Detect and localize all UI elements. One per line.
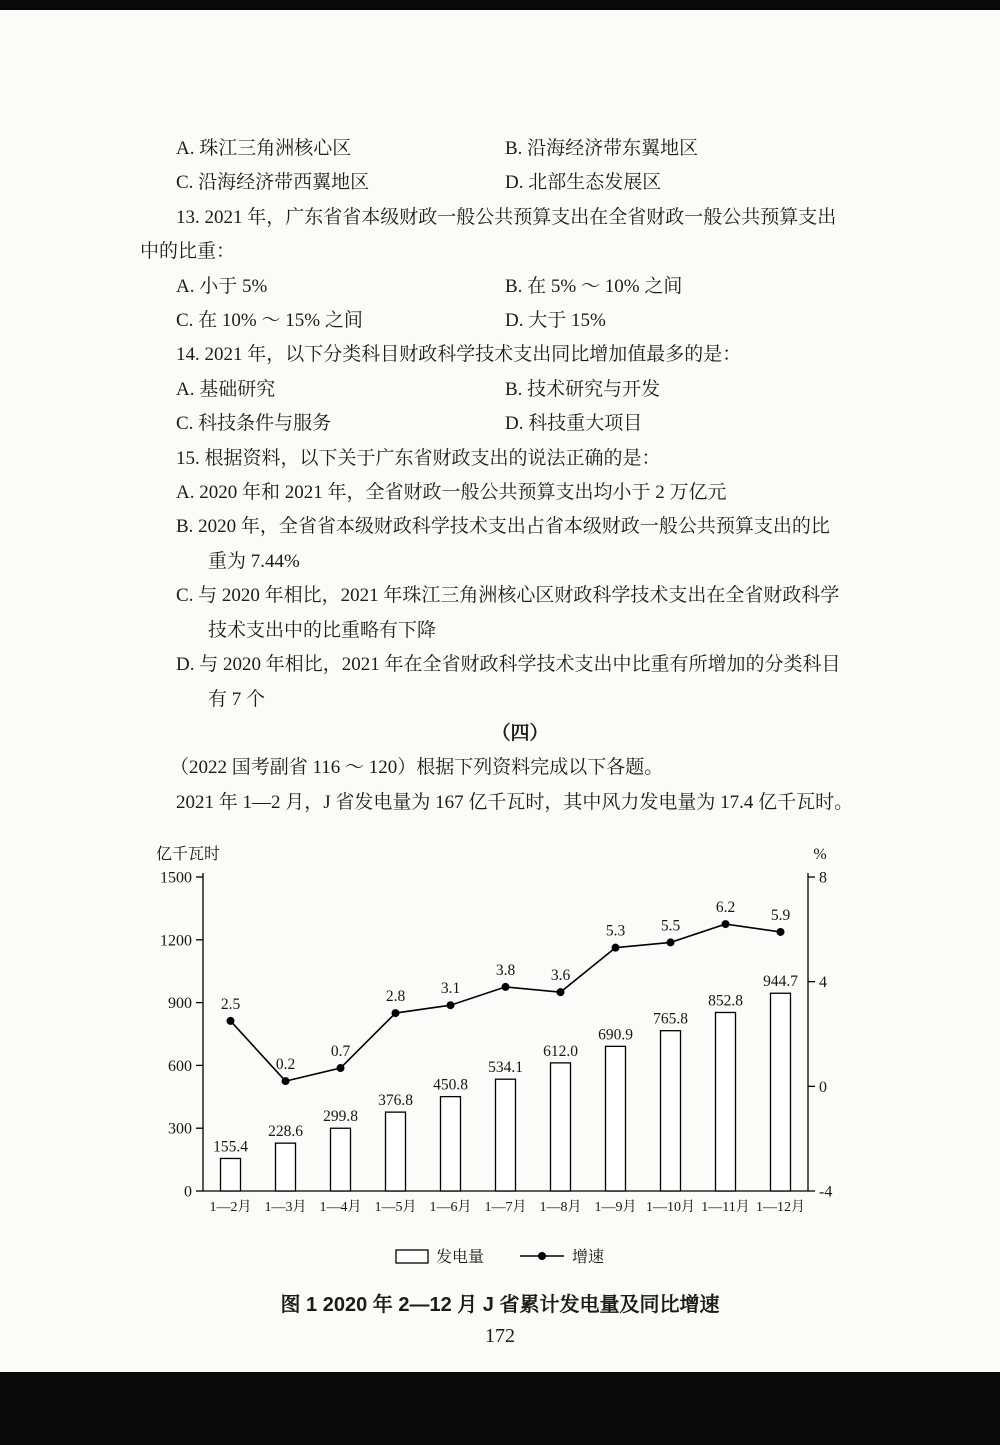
bar-value-label: 155.4: [213, 1138, 248, 1156]
figure-1-chart-area: [148, 845, 848, 1280]
x-axis-label: 1—7月: [484, 1200, 527, 1215]
growth-line-point: [337, 1064, 345, 1072]
bar: [606, 1046, 626, 1191]
bar-value-label: 944.7: [763, 973, 798, 991]
growth-line-point: [227, 1017, 235, 1025]
bar: [716, 1012, 736, 1191]
q13-option-a: A. 小于 5%: [176, 275, 268, 297]
legend-line-label: 增速: [572, 1249, 605, 1266]
x-axis-label: 1—10月: [646, 1200, 695, 1215]
x-axis-label: 1—3月: [264, 1200, 307, 1215]
q13-option-c: C. 在 10% ～ 15% 之间: [176, 310, 363, 332]
q15-option-a: A. 2020 年和 2021 年，全省财政一般公共预算支出均小于 2 万亿元: [176, 482, 727, 504]
line-value-label: 2.8: [385, 988, 406, 1006]
q15-option-d-line1: D. 与 2020 年相比，2021 年在全省财政科学技术支出中比重有所增加的分类科目: [176, 654, 841, 676]
q15-option-c-line2: 技术支出中的比重略有下降: [208, 619, 437, 641]
scan-artifact-top-bar: [0, 0, 1000, 10]
material-source-line: （2022 国考副省 116 ～ 120）根据下列资料完成以下各题。: [170, 757, 664, 779]
growth-line: [231, 924, 781, 1081]
q12-option-c: C. 沿海经济带西翼地区: [176, 172, 370, 194]
q12-option-a: A. 珠江三角洲核心区: [176, 138, 352, 159]
line-value-label: 2.5: [220, 995, 241, 1013]
growth-line-point: [282, 1077, 290, 1085]
bar-value-label: 690.9: [598, 1026, 633, 1044]
page-number: 172: [485, 1325, 515, 1347]
bar-value-label: 612.0: [543, 1042, 578, 1060]
line-value-label: 3.1: [440, 980, 461, 998]
line-value-label: 5.5: [660, 917, 681, 935]
growth-line-point: [502, 983, 510, 991]
right-axis-tick-label: 0: [819, 1078, 827, 1096]
bar-value-label: 299.8: [323, 1108, 358, 1126]
q14-options-row-cd: [140, 407, 900, 441]
legend-line-marker: [538, 1252, 546, 1260]
left-axis-tick-label: 0: [184, 1183, 192, 1201]
q14-option-a: A. 基础研究: [176, 378, 276, 400]
q13-option-d: D. 大于 15%: [505, 310, 606, 332]
q15-stem: 15. 根据资料，以下关于广东省财政支出的说法正确的是：: [176, 447, 661, 469]
bar: [551, 1063, 571, 1191]
legend-bar-swatch: [396, 1250, 428, 1263]
bar: [771, 993, 791, 1191]
x-axis-label: 1—9月: [594, 1200, 637, 1215]
bar: [496, 1079, 516, 1191]
bar: [386, 1112, 406, 1191]
line-value-label: 0.7: [330, 1043, 351, 1061]
x-axis-label: 1—5月: [374, 1200, 417, 1215]
bar: [276, 1143, 296, 1191]
q13-options-row-ab: [140, 270, 900, 304]
q14-stem: 14. 2021 年，以下分类科目财政科学技术支出同比增加值最多的是：: [176, 344, 742, 366]
q14-option-d: D. 科技重大项目: [505, 413, 643, 435]
bar-value-label: 228.6: [268, 1123, 303, 1141]
right-axis-title: %: [813, 846, 827, 863]
scan-artifact-bottom-bar: [0, 1372, 1000, 1445]
bar: [221, 1158, 241, 1191]
growth-line-point: [612, 944, 620, 952]
q14-options-row-ab: [140, 373, 900, 407]
generation-chart: [148, 845, 848, 1275]
q12-options-row-cd: [140, 166, 900, 200]
material-intro-line: 2021 年 1—2 月，J 省发电量为 167 亿千瓦时，其中风力发电量为 17.4 亿千瓦时。: [176, 791, 854, 813]
right-axis-tick-label: -4: [819, 1183, 833, 1201]
legend-bar-label: 发电量: [436, 1249, 485, 1266]
left-axis-tick-label: 900: [168, 995, 192, 1013]
bar-value-label: 534.1: [488, 1059, 523, 1077]
growth-line-point: [777, 928, 785, 936]
x-axis-label: 1—8月: [539, 1200, 582, 1215]
q15-option-b-line2: 重为 7.44%: [208, 550, 300, 572]
q12-options-row-ab: [140, 132, 900, 166]
line-value-label: 5.3: [605, 922, 626, 940]
q12-option-b: B. 沿海经济带东翼地区: [505, 138, 699, 159]
q15-option-d-line2: 有 7 个: [208, 688, 266, 710]
left-axis-tick-label: 1500: [160, 869, 192, 887]
left-axis-tick-label: 600: [168, 1057, 192, 1075]
growth-line-point: [722, 920, 730, 928]
growth-line-point: [557, 988, 565, 996]
line-value-label: 6.2: [715, 899, 736, 917]
x-axis-label: 1—6月: [429, 1200, 472, 1215]
bar: [661, 1031, 681, 1191]
q13-option-b: B. 在 5% ～ 10% 之间: [505, 275, 683, 297]
bar-value-label: 376.8: [378, 1092, 413, 1110]
bar-value-label: 450.8: [433, 1076, 468, 1094]
left-axis-tick-label: 300: [168, 1120, 192, 1138]
right-axis-tick-label: 4: [819, 974, 827, 992]
bar-value-label: 852.8: [708, 992, 743, 1010]
x-axis-label: 1—4月: [319, 1200, 362, 1215]
growth-line-point: [447, 1001, 455, 1009]
line-value-label: 3.6: [550, 967, 571, 985]
q12-option-d: D. 北部生态发展区: [505, 172, 662, 194]
left-axis-title: 亿千瓦时: [155, 846, 221, 863]
q13-options-row-cd: [140, 304, 900, 338]
line-value-label: 3.8: [495, 961, 516, 979]
q13-stem-line2: 中的比重：: [140, 241, 236, 263]
x-axis-label: 1—12月: [756, 1200, 805, 1215]
q15-option-b-line1: B. 2020 年，全省省本级财政科学技术支出占省本级财政一般公共预算支出的比: [176, 516, 830, 538]
q14-option-b: B. 技术研究与开发: [505, 378, 661, 400]
figure-caption: 图 1 2020 年 2—12 月 J 省累计发电量及同比增速: [280, 1294, 720, 1316]
bar-value-label: 765.8: [653, 1010, 688, 1028]
q14-option-c: C. 科技条件与服务: [176, 413, 332, 435]
q15-option-c-line1: C. 与 2020 年相比，2021 年珠江三角洲核心区财政科学技术支出在全省财政科学: [176, 585, 840, 607]
growth-line-point: [667, 938, 675, 946]
line-value-label: 0.2: [275, 1056, 296, 1074]
growth-line-point: [392, 1009, 400, 1017]
question-text-block: [140, 132, 900, 820]
q13-stem-line1: 13. 2021 年，广东省省本级财政一般公共预算支出在全省财政一般公共预算支出: [176, 206, 837, 228]
bar: [331, 1128, 351, 1191]
bar: [441, 1097, 461, 1191]
x-axis-label: 1—2月: [209, 1200, 252, 1215]
section-title: （四）: [491, 722, 549, 744]
line-value-label: 5.9: [770, 906, 791, 924]
x-axis-label: 1—11月: [701, 1200, 750, 1215]
right-axis-tick-label: 8: [819, 869, 827, 887]
left-axis-tick-label: 1200: [160, 932, 192, 950]
